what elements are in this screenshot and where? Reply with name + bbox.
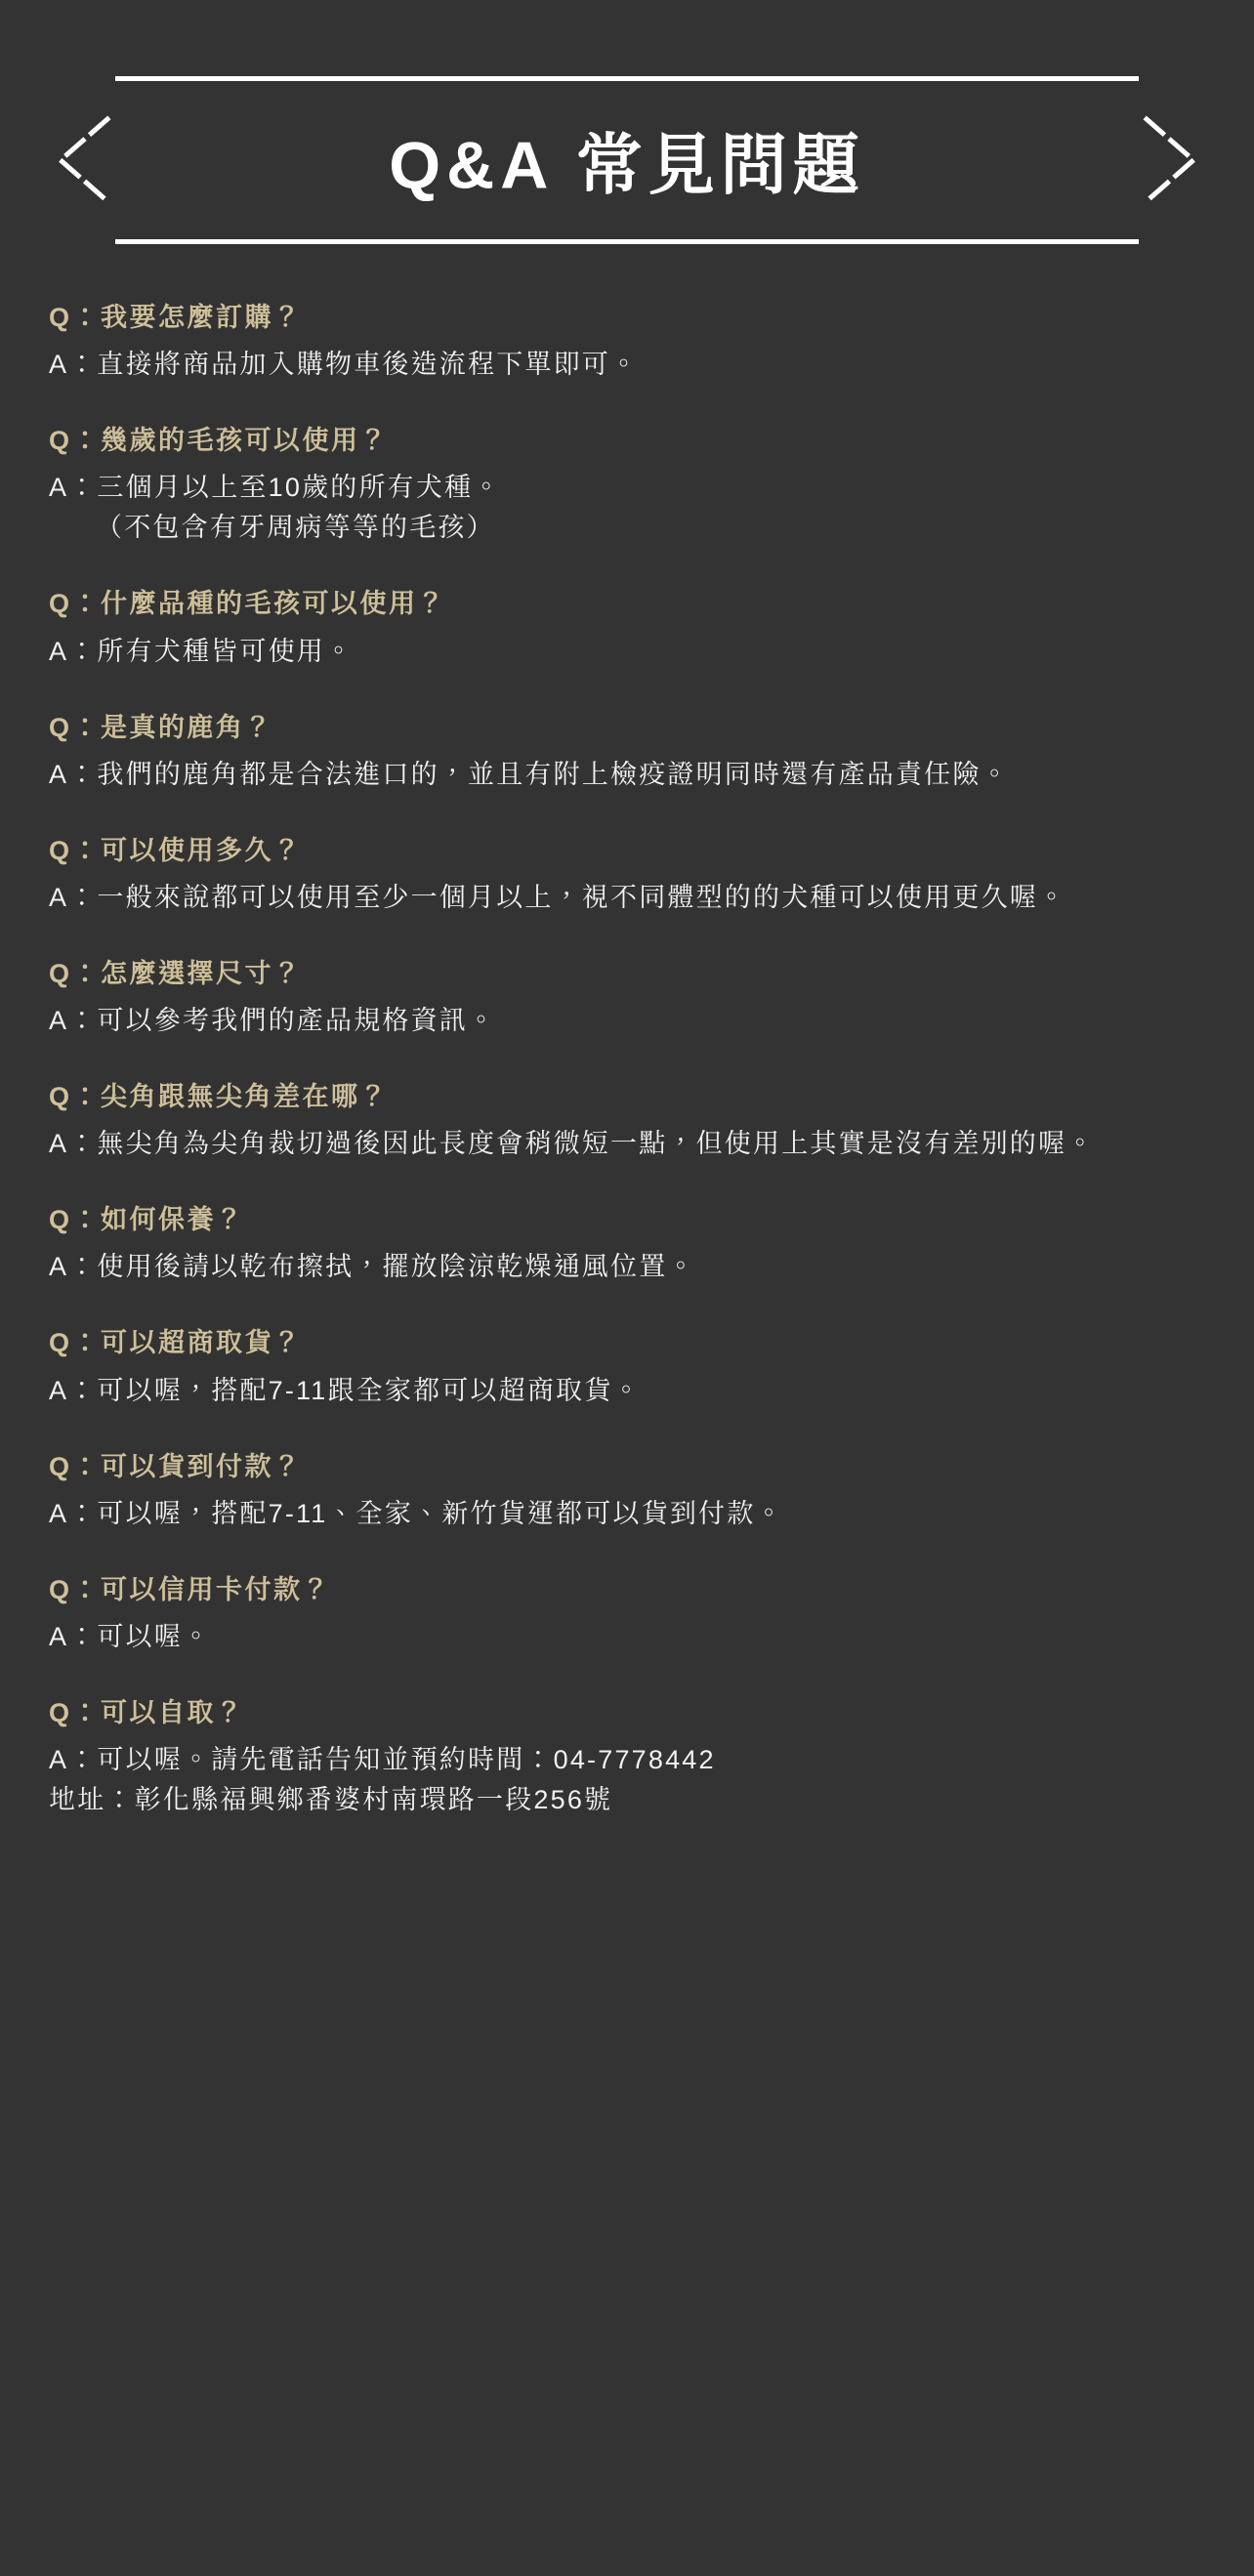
faq-question: Q：可以貨到付款？ <box>49 1451 303 1481</box>
faq-answer-line: A：無尖角為尖角裁切過後因此長度會稍微短一點，但使用上其實是沒有差別的喔。 <box>49 1129 1096 1159</box>
faq-answer-line: （不包含有牙周病等等的毛孩） <box>96 513 495 543</box>
banner-frame <box>115 76 1139 244</box>
faq-answer <box>49 878 1205 918</box>
faq-item <box>49 955 1205 1041</box>
faq-answer <box>49 1740 1205 1820</box>
faq-answer <box>49 345 1205 385</box>
faq-answer <box>49 1124 1205 1164</box>
header-banner <box>61 76 1193 244</box>
faq-answer-line: A：三個月以上至10歲的所有犬種。 <box>49 473 502 503</box>
faq-item <box>49 585 1205 671</box>
faq-item <box>49 1694 1205 1820</box>
faq-answer <box>49 1617 1205 1657</box>
faq-item <box>49 832 1205 918</box>
chevron-right-icon <box>1141 115 1201 205</box>
faq-item <box>49 709 1205 795</box>
faq-answer-line: A：可以喔，搭配7-11、全家、新竹貨運都可以貨到付款。 <box>49 1498 784 1528</box>
faq-answer-line: A：可以喔，搭配7-11跟全家都可以超商取貨。 <box>49 1375 642 1405</box>
faq-question: Q：是真的鹿角？ <box>49 712 274 742</box>
faq-list <box>49 299 1205 1820</box>
faq-answer-address: 地址：彰化縣福興鄉番婆村南環路一段256號 <box>49 1785 613 1815</box>
faq-question: Q：尖角跟無尖角差在哪？ <box>49 1082 390 1112</box>
faq-question: Q：我要怎麼訂購？ <box>49 303 303 332</box>
faq-answer-line: A：可以喔。 <box>49 1621 212 1651</box>
faq-question: Q：可以超商取貨？ <box>49 1328 303 1358</box>
faq-answer-line: A：使用後請以乾布擦拭，擺放陰涼乾燥通風位置。 <box>49 1252 696 1282</box>
faq-answer-line: A：直接將商品加入購物車後造流程下單即可。 <box>49 350 640 380</box>
faq-answer <box>49 468 1205 548</box>
faq-answer <box>49 1247 1205 1287</box>
faq-item <box>49 1324 1205 1410</box>
faq-answer-line: A：我們的鹿角都是合法進口的，並且有附上檢疫證明同時還有產品責任險。 <box>49 759 1010 789</box>
faq-answer <box>49 1001 1205 1041</box>
faq-item <box>49 299 1205 385</box>
faq-question: Q：幾歲的毛孩可以使用？ <box>49 426 390 456</box>
faq-question: Q：怎麼選擇尺寸？ <box>49 958 303 988</box>
faq-page <box>0 76 1254 2576</box>
faq-question: Q：可以自取？ <box>49 1697 245 1727</box>
faq-answer-line: A：可以喔。請先電話告知並預約時間：04-7778442 <box>49 1745 716 1775</box>
faq-answer <box>49 755 1205 795</box>
faq-answer <box>49 1494 1205 1534</box>
faq-answer <box>49 1371 1205 1411</box>
page-title: Q&A 常見問題 <box>389 128 865 203</box>
faq-question: Q：可以信用卡付款？ <box>49 1574 332 1604</box>
faq-question: Q：可以使用多久？ <box>49 835 303 865</box>
faq-item <box>49 422 1205 548</box>
faq-item <box>49 1571 1205 1657</box>
faq-item <box>49 1078 1205 1164</box>
faq-answer-line: A：所有犬種皆可使用。 <box>49 636 355 666</box>
faq-question: Q：什麼品種的毛孩可以使用？ <box>49 589 447 619</box>
chevron-left-icon <box>53 115 113 205</box>
faq-answer <box>49 632 1205 672</box>
faq-answer-line: A：可以參考我們的產品規格資訊。 <box>49 1006 497 1036</box>
faq-answer-line: A：一般來說都可以使用至少一個月以上，視不同體型的的犬種可以使用更久喔。 <box>49 882 1067 912</box>
faq-question: Q：如何保養？ <box>49 1205 245 1235</box>
faq-item <box>49 1448 1205 1534</box>
faq-item <box>49 1201 1205 1287</box>
